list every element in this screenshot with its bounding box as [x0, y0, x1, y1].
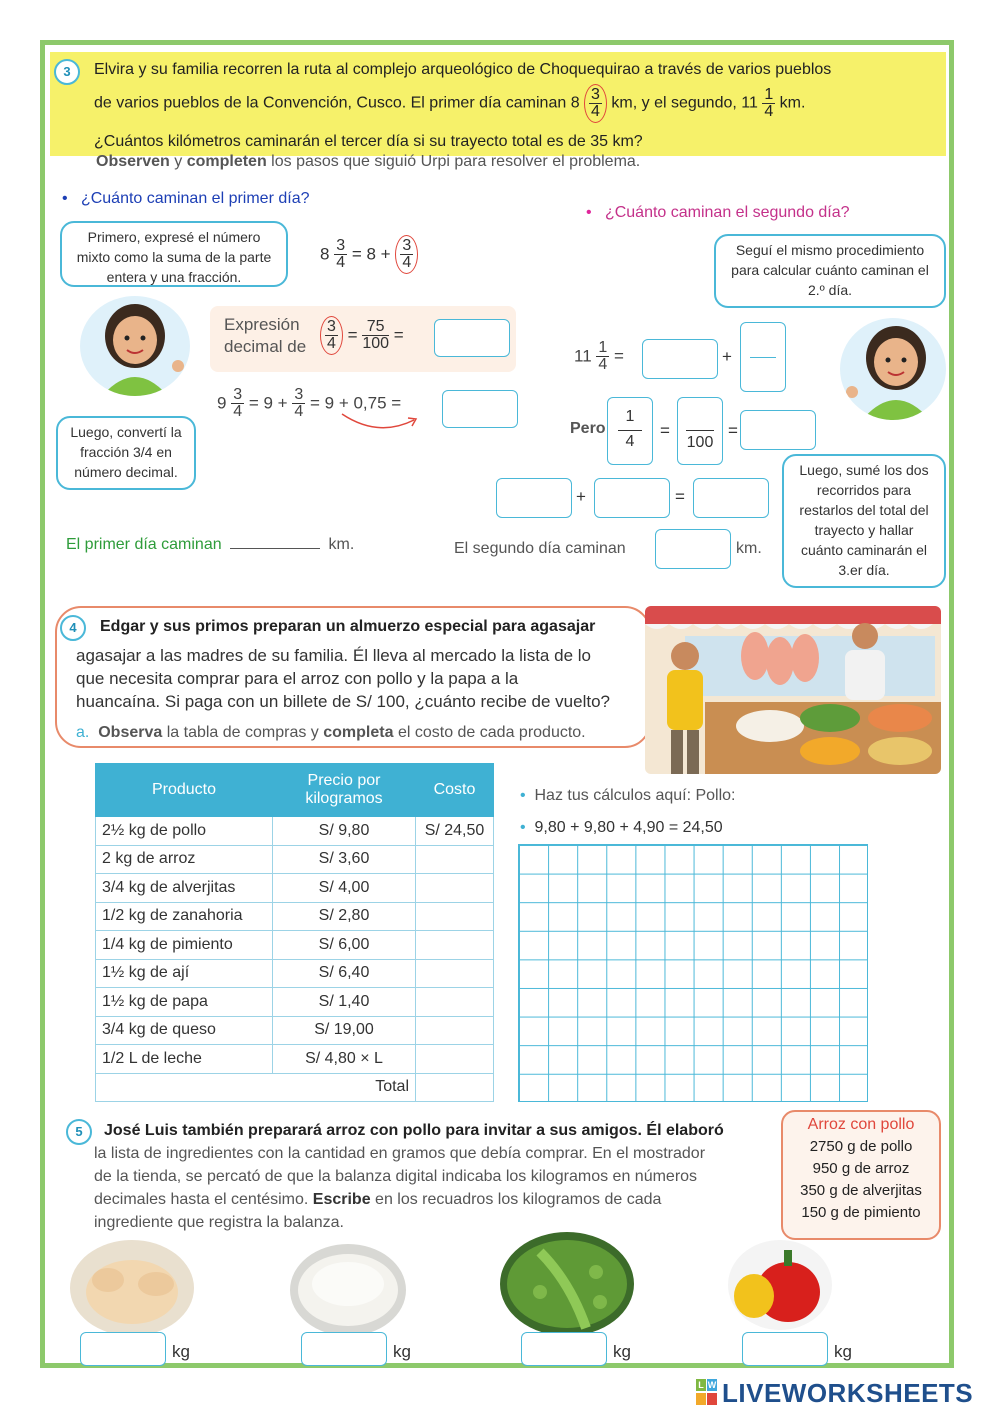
question-first-day: • ¿Cuánto caminan el primer día? — [62, 190, 310, 207]
problem5-line1: José Luis también preparará arroz con pollo para invitar a sus amigos. Él elaboró — [104, 1122, 724, 1139]
second-day-label: El segundo día caminan — [454, 540, 626, 557]
problem3-line3: ¿Cuántos kilómetros caminarán el tercer día si su trayecto total es de 35 km? — [94, 133, 643, 150]
recipe-item: 950 g de arroz — [812, 1160, 910, 1177]
answer-input-pepper-kg[interactable] — [742, 1332, 828, 1366]
problem3-line2 — [94, 84, 805, 123]
problem5-line3: de la tienda, se percató de que la balanza digital indicaba los kilogramos en números — [94, 1168, 698, 1185]
product-cell: 3/4 kg de queso — [96, 1016, 273, 1045]
total-row — [96, 1073, 494, 1102]
answer-input-whole-part[interactable] — [642, 339, 718, 379]
conversion-arrow — [338, 410, 422, 436]
bubble-first-step: Primero, expresé el número mixto como la suma de la parte entera y una fracción. — [60, 221, 288, 287]
price-cell: S/ 4,80 × L — [273, 1045, 416, 1074]
answer-input-chicken-kg[interactable] — [80, 1332, 166, 1366]
total-input[interactable] — [416, 1073, 494, 1102]
unit-kg: kg — [834, 1342, 852, 1361]
recipe-card — [781, 1110, 941, 1240]
equals-sign-2: = — [728, 421, 738, 440]
recipe-item: 350 g de alverjitas — [800, 1182, 922, 1199]
product-cell: 2½ kg de pollo — [96, 817, 273, 846]
problem3-fraction-1: $\frac{3}{4}$ — [584, 84, 607, 123]
calc-example: • 9,80 + 9,80 + 4,90 = 24,50 — [520, 819, 723, 836]
answer-input-second-day[interactable] — [655, 529, 731, 569]
question-second-day: • ¿Cuánto caminan el segundo día? — [586, 204, 850, 221]
price-cell: S/ 4,00 — [273, 874, 416, 903]
answer-input-sum-b[interactable] — [594, 478, 670, 518]
rice-photo — [290, 1244, 406, 1336]
bubble-sum-routes: Luego, sumé los dos recorridos para restarlos del total del trayecto y hallar cuánto caminarán el 3.er día. — [782, 454, 946, 588]
problem4-instruction-a: a. Observa la tabla de compras y completa el costo de cada producto. — [76, 724, 586, 741]
problem5-line4: decimales hasta el centésimo. Escribe en los recuadros los kilogramos de cada — [94, 1191, 662, 1208]
market-illustration — [645, 606, 941, 774]
price-cell: S/ 3,60 — [273, 845, 416, 874]
price-cell: S/ 9,80 — [273, 817, 416, 846]
chicken-photo — [70, 1240, 194, 1336]
price-cell: S/ 1,40 — [273, 988, 416, 1017]
equation-second-day: 11 $\frac{1}{4}$ = — [574, 339, 624, 373]
table-row — [96, 959, 494, 988]
header-product: Producto — [96, 764, 273, 817]
problem3-line2-b: km, y el segundo, 11 — [611, 94, 758, 112]
table-row — [96, 817, 494, 846]
decimal-label: Expresión decimal de — [224, 315, 307, 356]
decimal-equation: $\frac{3}{4}$ = $\frac{75}{100}$ = — [320, 316, 404, 355]
bubble-same-procedure: Seguí el mismo procedimiento para calcular cuánto caminan el 2.º día. — [714, 234, 946, 308]
girl-illustration-right — [840, 318, 946, 420]
answer-input-sum-result[interactable] — [693, 478, 769, 518]
answer-input-quarter-decimal[interactable] — [740, 410, 816, 450]
second-day-unit: km. — [736, 540, 762, 557]
product-cell: 1/4 kg de pimiento — [96, 931, 273, 960]
unit-kg: kg — [172, 1342, 190, 1361]
problem5-number: 5 — [66, 1119, 92, 1145]
table-row — [96, 931, 494, 960]
cost-input[interactable] — [416, 1016, 494, 1045]
cost-input[interactable] — [416, 1045, 494, 1074]
problem5-line2: la lista de ingredientes con la cantidad en gramos que debía comprar. En el mostrador — [94, 1145, 706, 1162]
problem3-instructions: Observen y completen los pasos que siguió Urpi para resolver el problema. — [96, 153, 641, 170]
table-row — [96, 902, 494, 931]
product-cell: 3/4 kg de alverjitas — [96, 874, 273, 903]
problem3-line2-c: km. — [779, 94, 806, 112]
product-cell: 1½ kg de ají — [96, 959, 273, 988]
problem4-line1: Edgar y sus primos preparan un almuerzo especial para agasajar — [100, 618, 596, 635]
table-row — [96, 988, 494, 1017]
price-cell: S/ 2,80 — [273, 902, 416, 931]
total-label: Total — [96, 1073, 416, 1102]
problem3-line2-a: de varios pueblos de la Convención, Cusco. El primer día caminan 8 — [94, 94, 580, 112]
equals-sign-3: = — [675, 487, 685, 506]
problem3-line1: Elvira y su familia recorren la ruta al complejo arqueológico de Choquequirao a través de varios pueblos — [94, 61, 832, 78]
cost-input[interactable] — [416, 902, 494, 931]
liveworksheets-brand: LIVEWORKSHEETS — [722, 1378, 974, 1408]
equation-mixed-sum: 8 $\frac{3}{4}$ = 8 + $\frac{3}{4}$ — [320, 235, 418, 274]
table-row — [96, 1045, 494, 1074]
answer-input-sum-a[interactable] — [496, 478, 572, 518]
header-price: Precio por kilogramos — [273, 764, 416, 817]
problem4-line2: agasajar a las madres de su familia. Él lleva al mercado la lista de lo — [76, 646, 591, 665]
unit-kg: kg — [393, 1342, 411, 1361]
plus-sign: + — [722, 347, 732, 366]
product-cell: 1½ kg de papa — [96, 988, 273, 1017]
product-cell: 2 kg de arroz — [96, 845, 273, 874]
cost-input[interactable] — [416, 845, 494, 874]
problem4-line4: huancaína. Si paga con un billete de S/ 100, ¿cuánto recibe de vuelto? — [76, 692, 610, 711]
first-day-blank[interactable] — [230, 548, 320, 549]
table-row — [96, 874, 494, 903]
answer-input-first-day-decimal[interactable] — [442, 390, 518, 428]
answer-input-decimal[interactable] — [434, 319, 510, 357]
recipe-item: 2750 g de pollo — [809, 1138, 913, 1155]
answer-input-hundredths[interactable]: 100 — [677, 397, 723, 465]
pero-label: Pero — [570, 420, 606, 437]
cost-input[interactable] — [416, 931, 494, 960]
cost-input[interactable] — [416, 959, 494, 988]
problem3-fraction-2: $\frac{1}{4}$ — [764, 86, 774, 120]
purchase-table — [95, 763, 494, 1102]
price-cell: S/ 6,00 — [273, 931, 416, 960]
price-cell: S/ 19,00 — [273, 1016, 416, 1045]
problem5-line6: ingrediente que registra la balanza. — [94, 1214, 344, 1231]
product-cell: 1/2 L de leche — [96, 1045, 273, 1074]
pepper-photo — [728, 1240, 832, 1330]
bubble-second-step: Luego, convertí la fracción 3/4 en número decimal. — [56, 416, 196, 490]
table-row — [96, 845, 494, 874]
cost-input[interactable] — [416, 988, 494, 1017]
recipe-title: Arroz con pollo — [807, 1116, 915, 1133]
price-cell: S/ 6,40 — [273, 959, 416, 988]
fraction-one-quarter: 1 4 — [607, 397, 653, 465]
problem4-line3: que necesita comprar para el arroz con pollo y la papa a la — [76, 669, 519, 688]
first-day-result: El primer día caminan km. — [66, 536, 355, 553]
answer-input-rice-kg[interactable] — [301, 1332, 387, 1366]
product-cell: 1/2 kg de zanahoria — [96, 902, 273, 931]
plus-sign-2: + — [576, 487, 586, 506]
liveworksheets-logo-icon: L W — [696, 1379, 718, 1407]
cost-input[interactable] — [416, 874, 494, 903]
answer-input-fraction[interactable] — [740, 322, 786, 392]
equals-sign: = — [660, 421, 670, 440]
problem4-number: 4 — [60, 615, 86, 641]
answer-input-peas-kg[interactable] — [521, 1332, 607, 1366]
peas-photo — [500, 1232, 634, 1336]
unit-kg: kg — [613, 1342, 631, 1361]
calc-instruction: • Haz tus cálculos aquí: Pollo: — [520, 787, 736, 804]
equation-decimal-sum: 9 $\frac{3}{4}$ = 9 + $\frac{3}{4}$ = 9 + 0,75 = — [217, 386, 402, 420]
girl-illustration-left — [80, 296, 190, 396]
table-row — [96, 1016, 494, 1045]
cost-cell: S/ 24,50 — [416, 817, 494, 846]
header-cost: Costo — [416, 764, 494, 817]
recipe-item: 150 g de pimiento — [801, 1204, 921, 1221]
problem3-number: 3 — [54, 59, 80, 85]
calculation-grid[interactable] — [518, 844, 868, 1102]
